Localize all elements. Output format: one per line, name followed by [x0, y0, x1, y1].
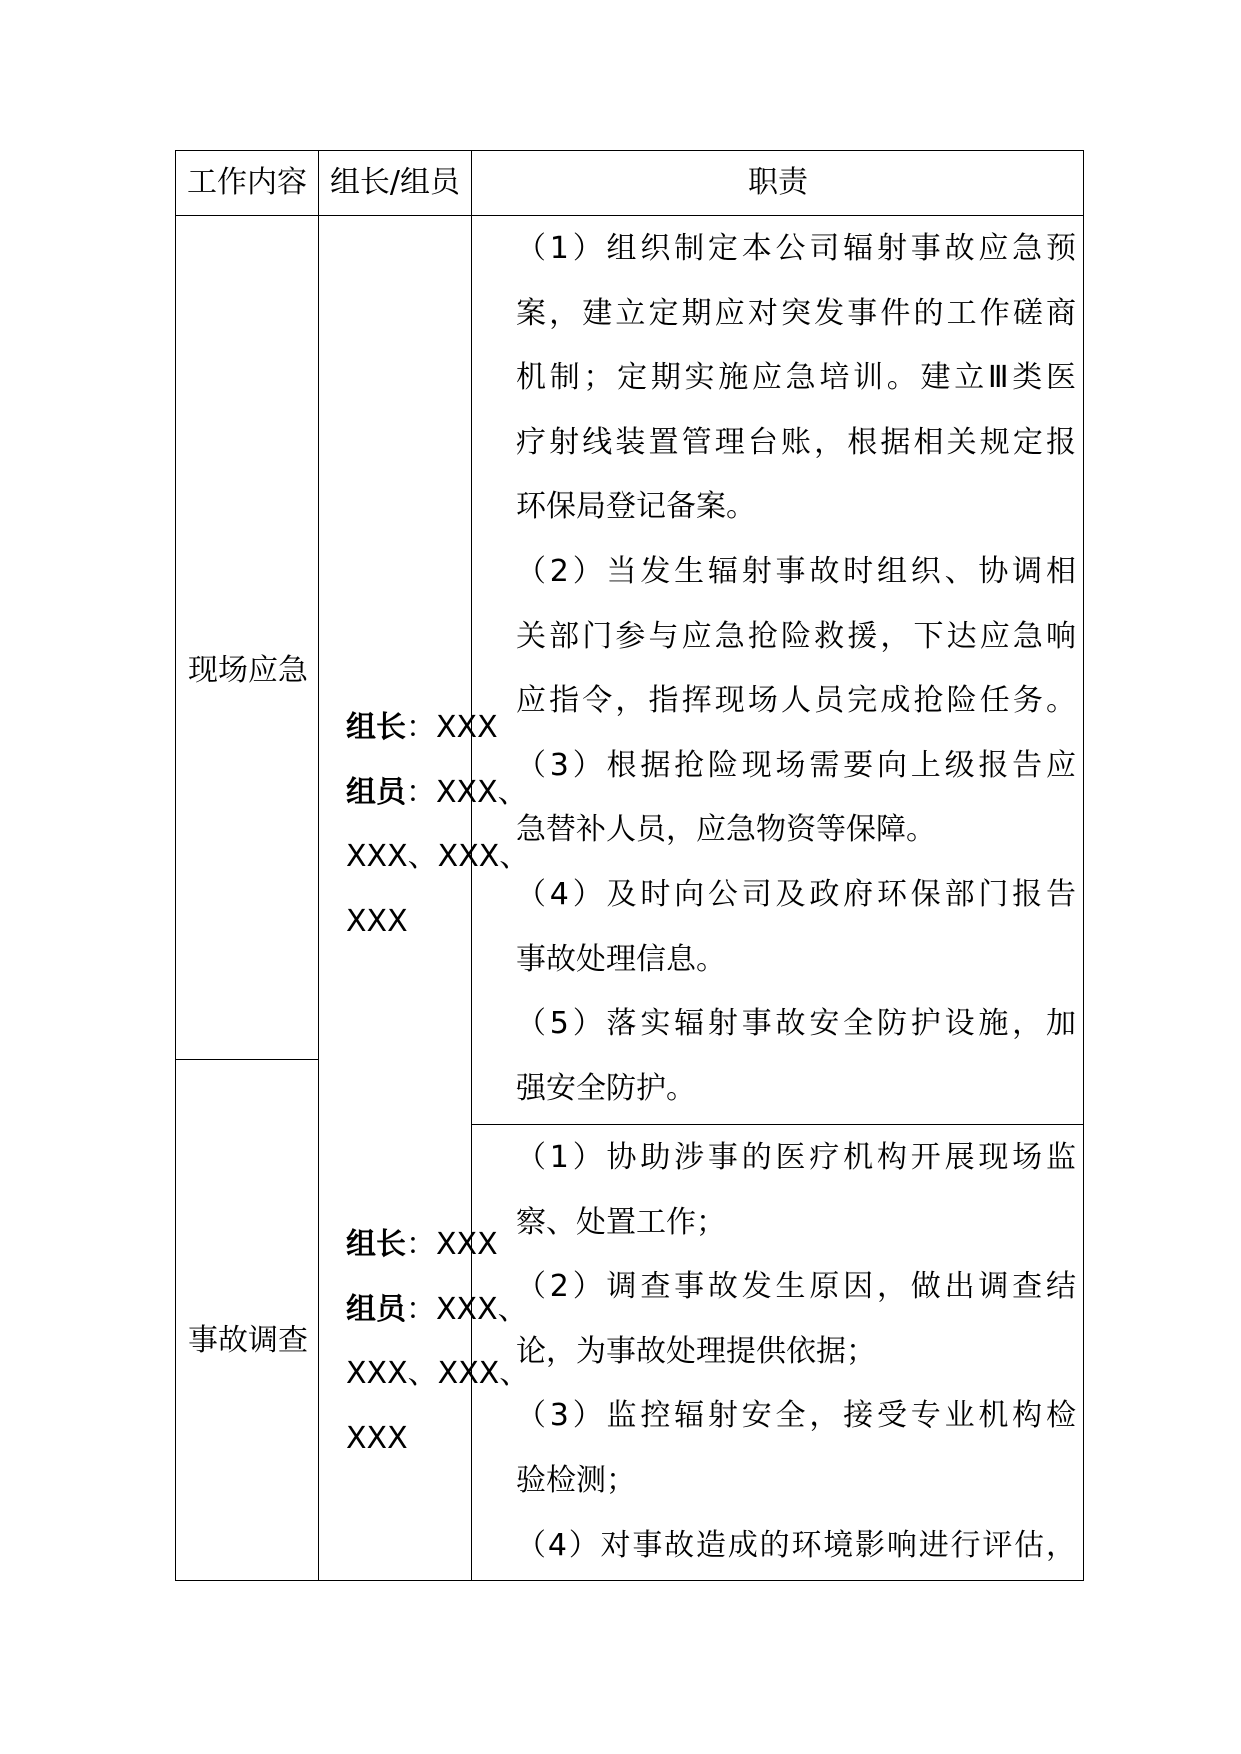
row-work-label: 现场应急	[188, 653, 308, 688]
header-leader-member: 组长/组员	[329, 165, 461, 200]
duty-line: 论，为事故处理提供依据；	[516, 1333, 876, 1369]
member-value: ：XXX、	[406, 1291, 528, 1327]
duty-line: 环保局登记备案。	[516, 489, 756, 525]
leader-label: 组长	[346, 710, 406, 745]
duty-line: （2）当发生辐射事故时组织、协调相	[516, 553, 1076, 589]
member-line: XXX、XXX、	[346, 1356, 530, 1392]
row-divider-col1	[176, 1059, 319, 1060]
duty-table	[175, 150, 1084, 1581]
duty-line: （2）调查事故发生原因，做出调查结	[516, 1269, 1076, 1305]
leader-label: 组长	[346, 1227, 406, 1262]
duty-line: 关部门参与应急抢险救援，下达应急响	[516, 618, 1076, 654]
member-line: XXX	[346, 1420, 408, 1456]
duty-line: 案，建立定期应对突发事件的工作磋商	[516, 295, 1076, 331]
member-label: 组员	[346, 1291, 406, 1327]
duty-line: 机制；定期实施应急培训。建立Ⅲ类医	[516, 360, 1076, 396]
header-duties: 职责	[748, 165, 808, 200]
duty-line: 事故处理信息。	[516, 941, 726, 977]
duty-line: 察、处置工作；	[516, 1204, 726, 1240]
leader-line	[346, 1213, 529, 1278]
header-work-content: 工作内容	[187, 165, 307, 200]
duty-line: （3）根据抢险现场需要向上级报告应	[516, 747, 1076, 783]
row-divider-col3	[471, 1124, 1083, 1125]
duty-line: （4）及时向公司及政府环保部门报告	[516, 876, 1076, 912]
duty-line: （5）落实辐射事故安全防护设施，加	[516, 1006, 1076, 1042]
duty-line: 应指令，指挥现场人员完成抢险任务。	[516, 683, 1076, 719]
duty-line: （3）监控辐射安全，接受专业机构检	[516, 1398, 1076, 1434]
member-line: XXX	[346, 903, 408, 939]
duty-line: （1）组织制定本公司辐射事故应急预	[516, 231, 1076, 266]
duty-line: （4）对事故造成的环境影响进行评估，	[516, 1527, 1076, 1563]
member-line	[346, 761, 529, 826]
leader-value: ：XXX	[406, 1227, 498, 1262]
member-label: 组员	[346, 774, 406, 810]
row-duties	[516, 1126, 1076, 1578]
row-members	[346, 1213, 529, 1471]
member-value: ：XXX、	[406, 774, 528, 810]
duty-line: 急替补人员，应急物资等保障。	[516, 812, 936, 848]
duty-line: 验检测；	[516, 1462, 636, 1498]
leader-line	[346, 696, 529, 761]
duty-line: 强安全防护。	[516, 1070, 696, 1106]
row-members	[346, 696, 529, 954]
leader-value: ：XXX	[406, 710, 498, 745]
member-line: XXX、XXX、	[346, 839, 530, 875]
header-divider	[176, 215, 1083, 216]
member-line	[346, 1278, 529, 1343]
duty-line: 疗射线装置管理台账，根据相关规定报	[516, 424, 1076, 460]
column-divider	[318, 151, 319, 1580]
row-duties	[516, 217, 1076, 1121]
duty-line: （1）协助涉事的医疗机构开展现场监	[516, 1140, 1076, 1175]
row-work-label: 事故调查	[188, 1323, 308, 1358]
